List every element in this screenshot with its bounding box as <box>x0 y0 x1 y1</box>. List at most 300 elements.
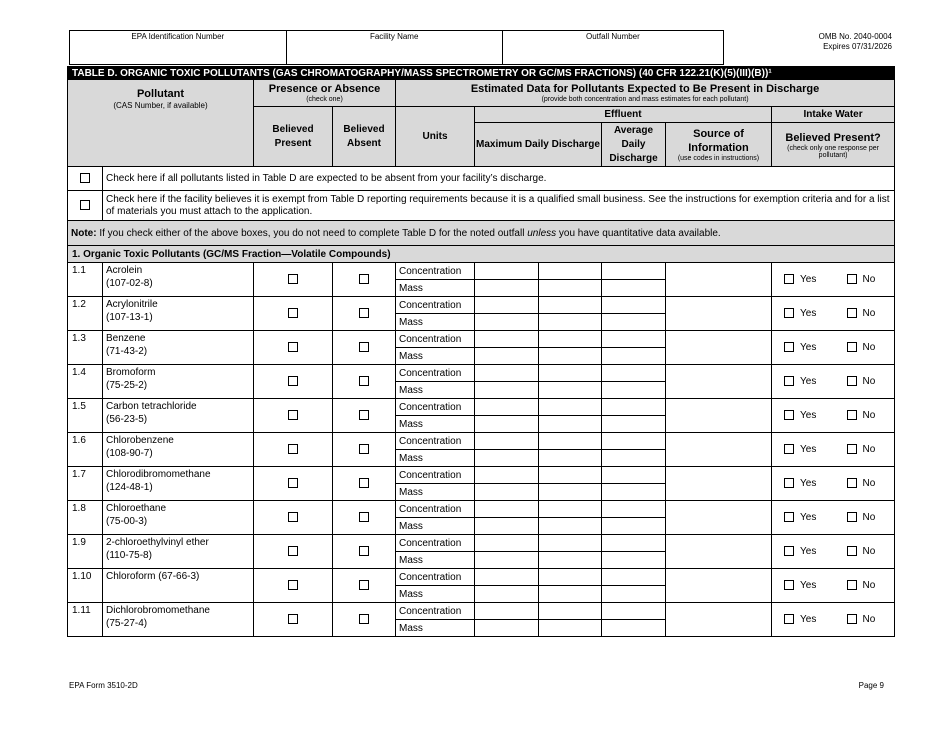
believed-absent-cell <box>333 263 396 297</box>
avg-daily-mass-input[interactable] <box>539 348 602 365</box>
avg-daily-concentration-input[interactable] <box>539 263 602 280</box>
intake-yes-cell <box>772 433 834 467</box>
believed-present-checkbox[interactable] <box>288 410 298 420</box>
note-text-emphasis: unless <box>527 227 557 239</box>
pollutant-name: Carbon tetrachloride <box>106 401 197 412</box>
avg-daily-concentration-input-2[interactable] <box>602 263 666 280</box>
intake-yes-checkbox[interactable] <box>784 444 794 454</box>
max-daily-mass-input[interactable] <box>475 518 539 535</box>
believed-present-cell <box>254 399 333 433</box>
avg-daily-concentration-input-2[interactable] <box>602 399 666 416</box>
avg-daily-concentration-input-2[interactable] <box>602 535 666 552</box>
expiration-date: Expires 07/31/2026 <box>823 42 892 51</box>
intake-yes-cell <box>772 501 834 535</box>
yes-label: Yes <box>800 579 817 591</box>
section-row <box>68 246 895 263</box>
believed-absent-cell <box>333 433 396 467</box>
avg-daily-concentration-input-2[interactable] <box>602 365 666 382</box>
pollutant-number: 1.5 <box>68 399 103 433</box>
believed-present-checkbox[interactable] <box>288 512 298 522</box>
check-exempt-checkbox[interactable] <box>80 200 90 210</box>
intake-no-checkbox[interactable] <box>847 376 857 386</box>
believed-present-checkbox[interactable] <box>288 308 298 318</box>
pollutant-row <box>68 399 895 416</box>
avg-daily-mass-input-2[interactable] <box>602 416 666 433</box>
max-daily-concentration-input[interactable] <box>475 535 539 552</box>
believed-present-checkbox[interactable] <box>288 614 298 624</box>
pollutant-number: 1.2 <box>68 297 103 331</box>
believed-present-cell <box>254 263 333 297</box>
believed-absent-cell <box>333 467 396 501</box>
avg-daily-mass-input-2[interactable] <box>602 484 666 501</box>
units-header: Units <box>396 107 475 167</box>
pollutant-name-cell <box>103 331 254 365</box>
intake-no-checkbox[interactable] <box>847 342 857 352</box>
yes-label: Yes <box>800 613 817 625</box>
believed-absent-checkbox[interactable] <box>359 478 369 488</box>
no-label: No <box>862 477 876 489</box>
avg-daily-concentration-input-2[interactable] <box>602 569 666 586</box>
avg-daily-concentration-input-2[interactable] <box>602 433 666 450</box>
source-header-label: Source of Information <box>688 128 749 154</box>
unit-concentration: Concentration <box>396 569 475 586</box>
avg-daily-concentration-input[interactable] <box>539 501 602 518</box>
pollutant-row <box>68 297 895 314</box>
intake-no-cell <box>834 433 895 467</box>
epa-id-field[interactable] <box>70 31 287 65</box>
intake-no-cell <box>834 467 895 501</box>
avg-daily-concentration-input[interactable] <box>539 535 602 552</box>
presence-header <box>254 80 396 107</box>
pollutant-name: Dichlorobromomethane <box>106 605 210 616</box>
avg-daily-mass-input-2[interactable] <box>602 620 666 637</box>
source-of-information-input[interactable] <box>666 603 772 637</box>
intake-no-checkbox[interactable] <box>847 308 857 318</box>
check-exempt-row <box>68 191 895 221</box>
unit-concentration: Concentration <box>396 467 475 484</box>
believed-absent-checkbox[interactable] <box>359 444 369 454</box>
source-of-information-input[interactable] <box>666 535 772 569</box>
pollutant-name: Chloroethane <box>106 503 167 514</box>
intake-yes-checkbox[interactable] <box>784 614 794 624</box>
max-daily-mass-input[interactable] <box>475 416 539 433</box>
intake-yes-checkbox[interactable] <box>784 274 794 284</box>
avg-daily-concentration-input[interactable] <box>539 331 602 348</box>
avg-daily-mass-input-2[interactable] <box>602 586 666 603</box>
avg-daily-concentration-input[interactable] <box>539 365 602 382</box>
yes-label: Yes <box>800 307 817 319</box>
avg-daily-header: Average Daily Discharge <box>602 123 666 167</box>
section-title: 1. Organic Toxic Pollutants (GC/MS Fraction—Volatile Compounds) <box>68 246 895 263</box>
intake-no-checkbox[interactable] <box>847 512 857 522</box>
yes-label: Yes <box>800 511 817 523</box>
pollutant-name: Benzene <box>106 333 146 344</box>
pollutant-name-cell <box>103 263 254 297</box>
pollutant-name-cell <box>103 535 254 569</box>
avg-daily-mass-input-2[interactable] <box>602 314 666 331</box>
max-daily-mass-input[interactable] <box>475 484 539 501</box>
pollutant-name-cell <box>103 297 254 331</box>
believed-absent-checkbox[interactable] <box>359 410 369 420</box>
pollutant-name: Bromoform <box>106 367 156 378</box>
pollutant-number: 1.6 <box>68 433 103 467</box>
avg-daily-mass-input[interactable] <box>539 586 602 603</box>
page-number: Page 9 <box>858 681 884 690</box>
avg-daily-concentration-input[interactable] <box>539 467 602 484</box>
believed-absent-cell <box>333 603 396 637</box>
believed-absent-checkbox[interactable] <box>359 376 369 386</box>
unit-mass: Mass <box>396 552 475 569</box>
unit-mass: Mass <box>396 348 475 365</box>
intake-yes-cell <box>772 535 834 569</box>
max-daily-concentration-input[interactable] <box>475 433 539 450</box>
max-daily-mass-input[interactable] <box>475 314 539 331</box>
believed-absent-checkbox[interactable] <box>359 342 369 352</box>
no-label: No <box>862 307 876 319</box>
believed-absent-header: Believed Absent <box>333 107 396 167</box>
believed-present-cell <box>254 535 333 569</box>
pollutant-name-cell <box>103 501 254 535</box>
max-daily-concentration-input[interactable] <box>475 467 539 484</box>
believed-present-cell <box>254 331 333 365</box>
pollutant-number: 1.3 <box>68 331 103 365</box>
avg-daily-mass-input[interactable] <box>539 620 602 637</box>
intake-yes-cell <box>772 331 834 365</box>
pollutant-row <box>68 535 895 552</box>
pollutant-name: Chlorobenzene <box>106 435 174 446</box>
intake-yes-cell <box>772 569 834 603</box>
pollutant-number: 1.11 <box>68 603 103 637</box>
pollutant-name: 2-chloroethylvinyl ether <box>106 537 209 548</box>
source-of-information-input[interactable] <box>666 501 772 535</box>
estimated-header-sub: (provide both concentration and mass estimates for each pollutant) <box>541 96 749 103</box>
epa-id-label: EPA Identification Number <box>131 32 225 41</box>
intake-no-cell <box>834 603 895 637</box>
avg-daily-mass-input[interactable] <box>539 450 602 467</box>
form-number: EPA Form 3510-2D <box>69 681 138 690</box>
pollutant-row <box>68 467 895 484</box>
intake-no-cell <box>834 535 895 569</box>
pollutant-cas: (124-48-1) <box>106 482 153 493</box>
avg-daily-mass-input[interactable] <box>539 280 602 297</box>
intake-water-header: Intake Water <box>772 107 895 123</box>
pollutant-number: 1.8 <box>68 501 103 535</box>
no-label: No <box>862 511 876 523</box>
avg-daily-mass-input-2[interactable] <box>602 382 666 399</box>
max-daily-concentration-input[interactable] <box>475 399 539 416</box>
source-of-information-input[interactable] <box>666 263 772 297</box>
intake-no-checkbox[interactable] <box>847 614 857 624</box>
no-label: No <box>862 409 876 421</box>
yes-label: Yes <box>800 443 817 455</box>
believed-present-checkbox[interactable] <box>288 546 298 556</box>
unit-concentration: Concentration <box>396 433 475 450</box>
check-absent-checkbox[interactable] <box>80 173 90 183</box>
intake-no-checkbox[interactable] <box>847 444 857 454</box>
intake-yes-checkbox[interactable] <box>784 342 794 352</box>
unit-mass: Mass <box>396 416 475 433</box>
avg-daily-mass-input[interactable] <box>539 314 602 331</box>
intake-no-checkbox[interactable] <box>847 478 857 488</box>
avg-daily-concentration-input[interactable] <box>539 297 602 314</box>
pollutant-row <box>68 603 895 620</box>
avg-daily-mass-input-2[interactable] <box>602 552 666 569</box>
intake-no-cell <box>834 399 895 433</box>
no-label: No <box>862 613 876 625</box>
pollutant-row <box>68 433 895 450</box>
believed-absent-cell <box>333 331 396 365</box>
pollutant-cas: (71-43-2) <box>106 346 148 357</box>
facility-name-label: Facility Name <box>369 32 419 41</box>
avg-daily-mass-input[interactable] <box>539 552 602 569</box>
believed-present-checkbox[interactable] <box>288 444 298 454</box>
unit-mass: Mass <box>396 280 475 297</box>
pollutant-cas: (75-27-4) <box>106 618 148 629</box>
pollutant-name: Chlorodibromomethane <box>106 469 211 480</box>
unit-concentration: Concentration <box>396 297 475 314</box>
source-of-information-input[interactable] <box>666 467 772 501</box>
table-title-row <box>68 67 895 80</box>
intake-no-cell <box>834 501 895 535</box>
effluent-header: Effluent <box>475 107 772 123</box>
max-daily-mass-input[interactable] <box>475 382 539 399</box>
avg-daily-concentration-input-2[interactable] <box>602 467 666 484</box>
max-daily-mass-input[interactable] <box>475 280 539 297</box>
pollutant-row <box>68 331 895 348</box>
check-absent-row <box>68 167 895 191</box>
pollutant-name-cell <box>103 365 254 399</box>
facility-name-field[interactable] <box>286 31 502 65</box>
estimated-header <box>396 80 895 107</box>
check-exempt-text: Check here if the facility believes it is exempt from Table D reporting requirements because it is a qualified small business. See the instructions for exemption criteria and for a list of materials you must attach to the application. <box>103 191 895 221</box>
no-label: No <box>862 545 876 557</box>
intake-no-checkbox[interactable] <box>847 580 857 590</box>
avg-daily-mass-input[interactable] <box>539 416 602 433</box>
unit-concentration: Concentration <box>396 331 475 348</box>
check-absent-cell <box>68 167 103 191</box>
no-label: No <box>862 273 876 285</box>
believed-present-cell <box>254 569 333 603</box>
pollutant-row <box>68 501 895 518</box>
note-row <box>68 221 895 246</box>
avg-daily-concentration-input[interactable] <box>539 569 602 586</box>
max-daily-concentration-input[interactable] <box>475 603 539 620</box>
believed-q-label: Believed Present? <box>785 131 881 144</box>
yes-label: Yes <box>800 409 817 421</box>
intake-no-checkbox[interactable] <box>847 546 857 556</box>
pollutant-header-sub: (CAS Number, if available) <box>113 101 208 110</box>
max-daily-mass-input[interactable] <box>475 552 539 569</box>
pollutant-row <box>68 365 895 382</box>
pollutant-cas: (107-13-1) <box>106 312 153 323</box>
intake-no-checkbox[interactable] <box>847 410 857 420</box>
avg-daily-concentration-input-2[interactable] <box>602 297 666 314</box>
unit-mass: Mass <box>396 586 475 603</box>
believed-q-header <box>772 123 895 167</box>
believed-present-cell <box>254 603 333 637</box>
source-of-information-input[interactable] <box>666 331 772 365</box>
presence-header-label: Presence or Absence <box>268 83 381 95</box>
believed-absent-checkbox[interactable] <box>359 580 369 590</box>
intake-yes-cell <box>772 467 834 501</box>
avg-daily-concentration-input-2[interactable] <box>602 331 666 348</box>
believed-present-checkbox[interactable] <box>288 376 298 386</box>
header-id-boxes <box>69 30 724 65</box>
avg-daily-mass-input[interactable] <box>539 484 602 501</box>
pollutant-cas: (75-25-2) <box>106 380 148 391</box>
pollutant-row <box>68 263 895 280</box>
avg-daily-mass-input[interactable] <box>539 518 602 535</box>
source-header <box>666 123 772 167</box>
max-daily-concentration-input[interactable] <box>475 297 539 314</box>
yes-label: Yes <box>800 477 817 489</box>
intake-no-cell <box>834 331 895 365</box>
yes-label: Yes <box>800 375 817 387</box>
unit-concentration: Concentration <box>396 365 475 382</box>
check-exempt-cell <box>68 191 103 221</box>
avg-daily-mass-input-2[interactable] <box>602 280 666 297</box>
unit-mass: Mass <box>396 620 475 637</box>
max-daily-mass-input[interactable] <box>475 450 539 467</box>
pollutant-cas: (110-75-8) <box>106 550 152 561</box>
unit-concentration: Concentration <box>396 603 475 620</box>
source-of-information-input[interactable] <box>666 297 772 331</box>
believed-present-checkbox[interactable] <box>288 274 298 284</box>
pollutant-name-cell <box>103 467 254 501</box>
outfall-number-label: Outfall Number <box>586 32 640 41</box>
unit-concentration: Concentration <box>396 263 475 280</box>
pollutant-number: 1.4 <box>68 365 103 399</box>
believed-present-checkbox[interactable] <box>288 580 298 590</box>
unit-concentration: Concentration <box>396 399 475 416</box>
avg-daily-mass-input[interactable] <box>539 382 602 399</box>
intake-yes-checkbox[interactable] <box>784 512 794 522</box>
intake-yes-cell <box>772 263 834 297</box>
believed-present-checkbox[interactable] <box>288 478 298 488</box>
pollutant-cas: (108-90-7) <box>106 448 153 459</box>
intake-no-cell <box>834 297 895 331</box>
source-of-information-input[interactable] <box>666 399 772 433</box>
unit-mass: Mass <box>396 314 475 331</box>
unit-mass: Mass <box>396 484 475 501</box>
believed-present-checkbox[interactable] <box>288 342 298 352</box>
note-text-pre: If you check either of the above boxes, you do not need to complete Table D for the noted outfall <box>96 227 528 239</box>
pollutant-number: 1.1 <box>68 263 103 297</box>
believed-absent-checkbox[interactable] <box>359 308 369 318</box>
max-daily-concentration-input[interactable] <box>475 365 539 382</box>
avg-daily-concentration-input[interactable] <box>539 399 602 416</box>
max-daily-mass-input[interactable] <box>475 586 539 603</box>
intake-yes-cell <box>772 297 834 331</box>
pollutant-name: Acrylonitrile <box>106 299 158 310</box>
source-of-information-input[interactable] <box>666 433 772 467</box>
max-daily-concentration-input[interactable] <box>475 501 539 518</box>
avg-daily-mass-input-2[interactable] <box>602 348 666 365</box>
believed-absent-checkbox[interactable] <box>359 274 369 284</box>
pollutant-number: 1.9 <box>68 535 103 569</box>
intake-no-cell <box>834 263 895 297</box>
intake-yes-cell <box>772 399 834 433</box>
note-text-post: you have quantitative data available. <box>556 227 721 239</box>
believed-present-header: Believed Present <box>254 107 333 167</box>
omb-info <box>819 32 892 52</box>
intake-yes-checkbox[interactable] <box>784 308 794 318</box>
outfall-number-field[interactable] <box>502 31 723 65</box>
source-of-information-input[interactable] <box>666 569 772 603</box>
source-of-information-input[interactable] <box>666 365 772 399</box>
omb-number: OMB No. 2040-0004 <box>818 32 892 41</box>
max-daily-concentration-input[interactable] <box>475 263 539 280</box>
avg-daily-concentration-input-2[interactable] <box>602 501 666 518</box>
believed-absent-checkbox[interactable] <box>359 512 369 522</box>
note-cell <box>68 221 895 246</box>
pollutant-name-cell <box>103 569 254 603</box>
pollutant-name: Acrolein <box>106 265 143 276</box>
intake-yes-checkbox[interactable] <box>784 546 794 556</box>
believed-q-sub: (check only one response per pollutant) <box>787 144 879 159</box>
avg-daily-mass-input-2[interactable] <box>602 450 666 467</box>
believed-present-cell <box>254 501 333 535</box>
max-daily-header: Maximum Daily Discharge <box>475 123 602 167</box>
note-label: Note: <box>71 227 97 239</box>
believed-absent-checkbox[interactable] <box>359 614 369 624</box>
intake-no-cell <box>834 365 895 399</box>
yes-label: Yes <box>800 273 817 285</box>
avg-daily-concentration-input[interactable] <box>539 433 602 450</box>
pollutant-cas: (75-00-3) <box>106 516 148 527</box>
intake-yes-cell <box>772 603 834 637</box>
header-row-1 <box>68 80 895 107</box>
believed-absent-cell <box>333 297 396 331</box>
table-title: TABLE D. ORGANIC TOXIC POLLUTANTS (GAS CHROMATOGRAPHY/MASS SPECTROMETRY OR GC/MS FRACTIONS) (40 CFR 122.21(K)(5)(III)(B))¹ <box>68 67 895 80</box>
max-daily-concentration-input[interactable] <box>475 331 539 348</box>
estimated-header-label: Estimated Data for Pollutants Expected to Be Present in Discharge <box>470 83 820 95</box>
intake-yes-checkbox[interactable] <box>784 580 794 590</box>
avg-daily-concentration-input-2[interactable] <box>602 603 666 620</box>
check-absent-text: Check here if all pollutants listed in Table D are expected to be absent from your facility’s discharge. <box>103 167 895 191</box>
pollutant-number: 1.10 <box>68 569 103 603</box>
believed-absent-cell <box>333 501 396 535</box>
intake-no-checkbox[interactable] <box>847 274 857 284</box>
max-daily-mass-input[interactable] <box>475 348 539 365</box>
source-header-sub: (use codes in instructions) <box>677 155 760 162</box>
pollutant-header <box>68 80 254 167</box>
pollutant-number: 1.7 <box>68 467 103 501</box>
believed-present-cell <box>254 365 333 399</box>
unit-concentration: Concentration <box>396 535 475 552</box>
intake-yes-checkbox[interactable] <box>784 376 794 386</box>
max-daily-mass-input[interactable] <box>475 620 539 637</box>
yes-label: Yes <box>800 341 817 353</box>
intake-yes-checkbox[interactable] <box>784 478 794 488</box>
no-label: No <box>862 443 876 455</box>
unit-mass: Mass <box>396 382 475 399</box>
avg-daily-mass-input-2[interactable] <box>602 518 666 535</box>
unit-mass: Mass <box>396 518 475 535</box>
no-label: No <box>862 579 876 591</box>
yes-label: Yes <box>800 545 817 557</box>
pollutant-cas: (56-23-5) <box>106 414 148 425</box>
presence-header-sub: (check one) <box>306 96 343 103</box>
pollutant-row <box>68 569 895 586</box>
pollutant-name-cell <box>103 603 254 637</box>
intake-yes-checkbox[interactable] <box>784 410 794 420</box>
believed-absent-checkbox[interactable] <box>359 546 369 556</box>
table-d <box>67 66 895 637</box>
avg-daily-concentration-input[interactable] <box>539 603 602 620</box>
max-daily-concentration-input[interactable] <box>475 569 539 586</box>
unit-concentration: Concentration <box>396 501 475 518</box>
